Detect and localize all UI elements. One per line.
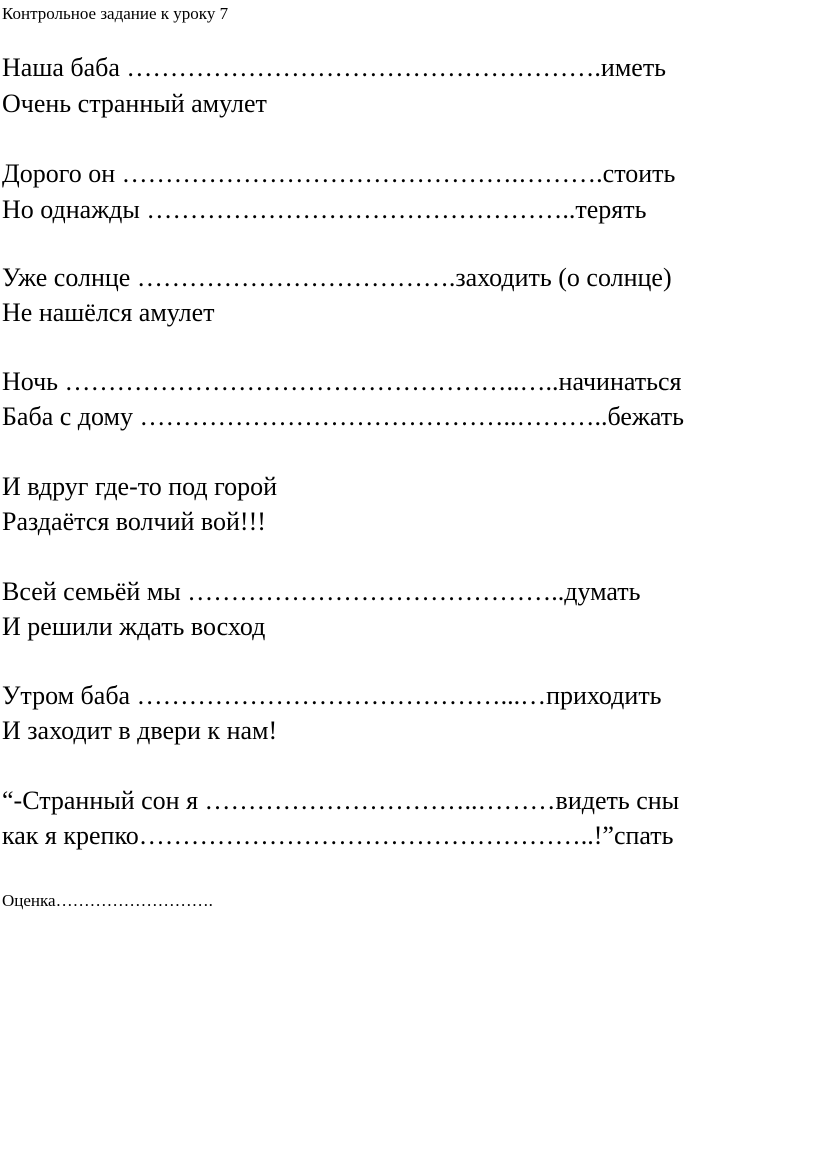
stanza-1-line-2: Очень странный амулет	[2, 89, 267, 118]
stanza-1-line-1: Наша баба ……………………………………………….иметь	[2, 53, 667, 82]
stanza-4-line-1: Ночь ……………………………………………..…..начинаться	[2, 367, 682, 396]
stanza-6-line-2: И решили ждать восход	[2, 612, 266, 641]
stanza-3-line-1: Уже солнце ……………………………….заходить (о солнце)	[2, 263, 672, 292]
stanza-2-line-2: Но однажды …………………………………………..терять	[2, 195, 647, 224]
stanza-5-line-1: И вдруг где-то под горой	[2, 472, 278, 501]
stanza-8-line-2: как я крепко……………………………………………..!”спать	[2, 821, 674, 850]
stanza-2-line-1: Дорого он ……………………………………….……….стоить	[2, 159, 676, 188]
grade-field: Оценка……………………….	[2, 891, 213, 910]
stanza-5-line-2: Раздаётся волчий вой!!!	[2, 507, 266, 536]
stanza-8-line-1: “-Странный сон я …………………………..………видеть сны	[2, 786, 680, 815]
stanza-6-line-1: Всей семьёй мы ……………………………………..думать	[2, 577, 641, 606]
stanza-4-line-2: Баба с дому ……………………………………..………..бежать	[2, 402, 684, 431]
stanza-7-line-1: Утром баба ……………………………………...…приходить	[2, 681, 662, 710]
stanza-3-line-2: Не нашёлся амулет	[2, 298, 215, 327]
page-header: Контрольное задание к уроку 7	[2, 4, 229, 23]
stanza-7-line-2: И заходит в двери к нам!	[2, 716, 278, 745]
